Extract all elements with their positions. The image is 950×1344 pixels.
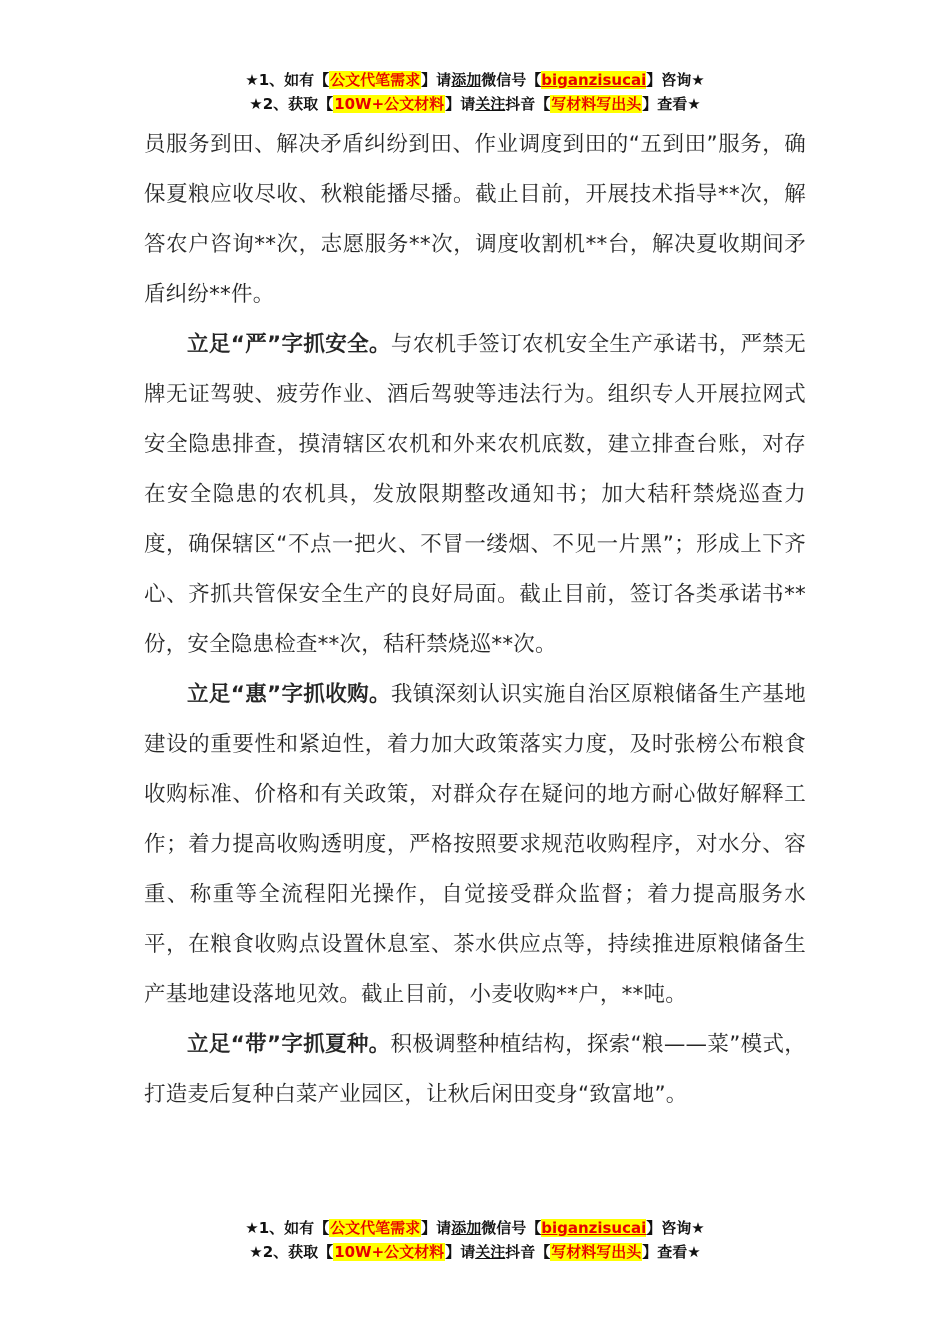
banner-highlight-douyin: 写材料写出头 xyxy=(551,1243,642,1261)
banner-highlight-materials: 10W+公文材料 xyxy=(334,95,445,113)
banner-highlight-service: 公文代笔需求 xyxy=(330,71,421,89)
banner-text: 】请 xyxy=(445,95,476,113)
paragraph-purchase xyxy=(144,670,806,1020)
banner-underline-add: 添加 xyxy=(451,1219,482,1237)
paragraph-heading-summer-planting: 立足“带”字抓夏种。 xyxy=(187,1032,391,1057)
banner-text: ★2、获取【 xyxy=(249,1243,334,1261)
paragraph-text: 我镇深刻认识实施自治区原粮储备生产基地建设的重要性和紧迫性，着力加大政策落实力度，及时张榜公布粮食收购标准、价格和有关政策，对群众存在疑问的地方耐心做好解释工作；着力提高收购透明度，严格按照要求规范收购程序，对水分、容重、称重等全流程阳光操作，自觉接受群众监督；着力提高服务水平，在粮食收购点设置休息室、茶水供应点等，持续推进原粮储备生产基地建设落地见效。截止目前，小麦收购**户，**吨。 xyxy=(144,682,806,1007)
paragraph-text: 员服务到田、解决矛盾纠纷到田、作业调度到田的“五到田”服务，确保夏粮应收尽收、秋粮能播尽播。截止目前，开展技术指导**次，解答农户咨询**次，志愿服务**次，调度收割机**台，解决夏收期间矛盾纠纷**件。 xyxy=(144,132,806,307)
banner-wechat-id-link[interactable]: biganzisucai xyxy=(541,71,647,89)
banner-text: 抖音【 xyxy=(505,95,551,113)
paragraph-summer-planting xyxy=(144,1020,806,1120)
footer-banner-line-2 xyxy=(0,1240,950,1264)
banner-text: 】查看★ xyxy=(642,1243,701,1261)
banner-text: ★2、获取【 xyxy=(249,95,334,113)
banner-text: 微信号【 xyxy=(481,1219,542,1237)
paragraph-text: 与农机手签订农机安全生产承诺书，严禁无牌无证驾驶、疲劳作业、酒后驾驶等违法行为。组织专人开展拉网式安全隐患排查，摸清辖区农机和外来农机底数，建立排查台账，对存在安全隐患的农机具，发放限期整改通知书；加大秸秆禁烧巡查力度，确保辖区“不点一把火、不冒一缕烟、不见一片黑”；形成上下齐心、齐抓共管保安全生产的良好局面。截止目前，签订各类承诺书**份，安全隐患检查**次，秸秆禁烧巡**次。 xyxy=(144,332,806,657)
banner-highlight-douyin: 写材料写出头 xyxy=(551,95,642,113)
banner-underline-follow: 关注 xyxy=(475,95,506,113)
paragraph-service xyxy=(144,120,806,320)
footer-banner-line-1 xyxy=(0,1216,950,1240)
banner-highlight-materials: 10W+公文材料 xyxy=(334,1243,445,1261)
banner-text: 】查看★ xyxy=(642,95,701,113)
banner-text: 】咨询★ xyxy=(646,1219,705,1237)
paragraph-safety xyxy=(144,320,806,670)
footer-banner xyxy=(0,1216,950,1264)
banner-text: ★1、如有【 xyxy=(245,1219,330,1237)
banner-underline-follow: 关注 xyxy=(475,1243,506,1261)
header-banner xyxy=(0,68,950,116)
banner-text: 】请 xyxy=(421,71,452,89)
banner-underline-add: 添加 xyxy=(451,71,482,89)
banner-text: ★1、如有【 xyxy=(245,71,330,89)
banner-text: 抖音【 xyxy=(505,1243,551,1261)
header-banner-line-1 xyxy=(0,68,950,92)
banner-text: 微信号【 xyxy=(481,71,542,89)
banner-text: 】请 xyxy=(445,1243,476,1261)
header-banner-line-2 xyxy=(0,92,950,116)
banner-text: 】请 xyxy=(421,1219,452,1237)
paragraph-heading-purchase: 立足“惠”字抓收购。 xyxy=(187,682,391,707)
banner-highlight-service: 公文代笔需求 xyxy=(330,1219,421,1237)
paragraph-text: 积极调整种植结构，探索“粮——菜”模式，打造麦后复种白菜产业园区，让秋后闲田变身“致富地”。 xyxy=(144,1032,806,1107)
banner-text: 】咨询★ xyxy=(646,71,705,89)
paragraph-heading-safety: 立足“严”字抓安全。 xyxy=(187,332,391,357)
banner-wechat-id-link[interactable]: biganzisucai xyxy=(541,1219,647,1237)
document-body xyxy=(144,120,806,1120)
